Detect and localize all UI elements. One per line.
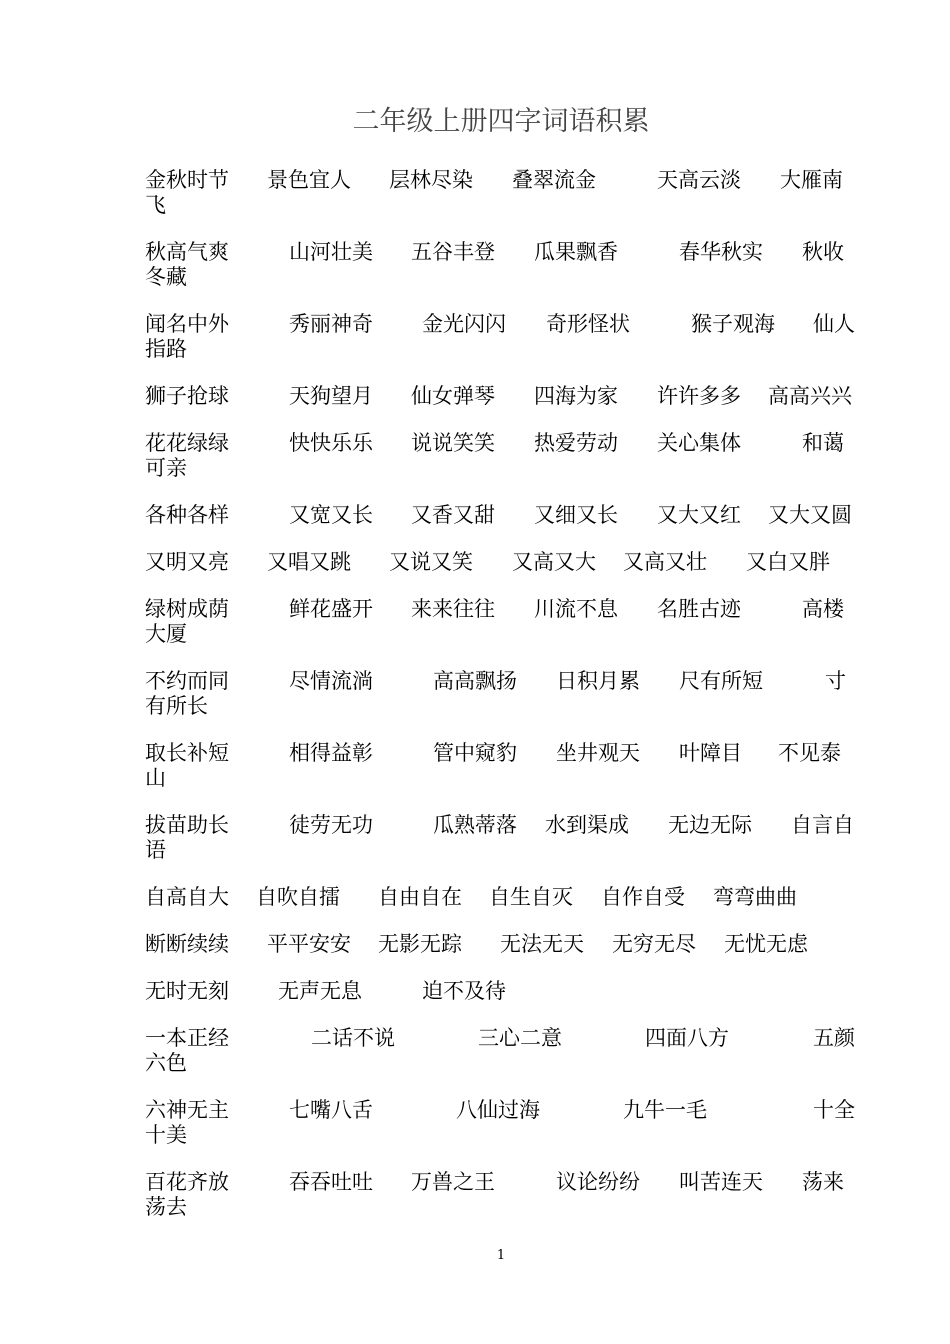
idiom-row xyxy=(145,813,860,885)
idiom-word: 金秋时节 xyxy=(145,168,229,192)
idiom-word: 高高兴兴 xyxy=(768,384,852,408)
idiom-word: 无影无踪 xyxy=(378,932,462,956)
idiom-word: 又唱又跳 xyxy=(267,550,351,574)
idiom-row xyxy=(145,1170,860,1242)
idiom-word: 拔苗助长 xyxy=(145,813,229,837)
idiom-row xyxy=(145,979,860,1026)
idiom-word: 无法无天 xyxy=(500,932,584,956)
idiom-word: 徒劳无功 xyxy=(289,813,373,837)
idiom-word: 不约而同 xyxy=(145,669,229,693)
idiom-word: 坐井观天 xyxy=(556,741,640,765)
idiom-word: 春华秋实 xyxy=(679,240,763,264)
idiom-word: 鲜花盛开 xyxy=(289,597,373,621)
idiom-word: 六神无主 xyxy=(145,1098,229,1122)
idiom-word: 一本正经 xyxy=(145,1026,229,1050)
idiom-word-continuation: 荡去 xyxy=(145,1195,187,1219)
idiom-word: 又香又甜 xyxy=(411,503,495,527)
idiom-word: 绿树成荫 xyxy=(145,597,229,621)
idiom-word: 五谷丰登 xyxy=(411,240,495,264)
idiom-word: 尽情流淌 xyxy=(289,669,373,693)
idiom-row xyxy=(145,431,860,503)
idiom-word: 自生自灭 xyxy=(489,885,573,909)
idiom-word: 八仙过海 xyxy=(456,1098,540,1122)
idiom-word: 猴子观海 xyxy=(691,312,775,336)
idiom-word-continuation: 六色 xyxy=(145,1051,187,1075)
idiom-row xyxy=(145,240,860,312)
idiom-word: 迫不及待 xyxy=(422,979,506,1003)
idiom-word: 无时无刻 xyxy=(145,979,229,1003)
idiom-word: 又高又壮 xyxy=(623,550,707,574)
idiom-word: 瓜果飘香 xyxy=(534,240,618,264)
idiom-word: 无忧无虑 xyxy=(724,932,808,956)
idiom-word: 吞吞吐吐 xyxy=(289,1170,373,1194)
idiom-word-continuation: 可亲 xyxy=(145,456,187,480)
idiom-word: 无穷无尽 xyxy=(612,932,696,956)
idiom-word: 山河壮美 xyxy=(289,240,373,264)
idiom-row xyxy=(145,503,860,550)
idiom-word: 高高飘扬 xyxy=(433,669,517,693)
idiom-word: 三心二意 xyxy=(478,1026,562,1050)
idiom-word: 说说笑笑 xyxy=(411,431,495,455)
idiom-word: 又大又圆 xyxy=(768,503,852,527)
idiom-word: 秀丽神奇 xyxy=(289,312,373,336)
idiom-word: 关心集体 xyxy=(657,431,741,455)
idiom-word: 百花齐放 xyxy=(145,1170,229,1194)
idiom-row xyxy=(145,669,860,741)
idiom-word: 又大又红 xyxy=(657,503,741,527)
idiom-word: 又白又胖 xyxy=(746,550,830,574)
idiom-word: 自作自受 xyxy=(601,885,685,909)
idiom-word: 二话不说 xyxy=(311,1026,395,1050)
idiom-word: 仙人 xyxy=(813,312,855,336)
idiom-word: 不见泰 xyxy=(778,741,841,765)
idiom-word: 无边无际 xyxy=(668,813,752,837)
idiom-word: 川流不息 xyxy=(534,597,618,621)
page-title: 二年级上册四字词语积累 xyxy=(352,106,650,137)
idiom-word: 又明又亮 xyxy=(145,550,229,574)
idiom-row xyxy=(145,932,860,979)
idiom-word: 万兽之王 xyxy=(411,1170,495,1194)
idiom-word: 又细又长 xyxy=(534,503,618,527)
idiom-word: 四海为家 xyxy=(534,384,618,408)
idiom-word: 日积月累 xyxy=(556,669,640,693)
idiom-word: 许许多多 xyxy=(657,384,741,408)
idiom-word: 秋收 xyxy=(802,240,844,264)
idiom-word: 叶障目 xyxy=(679,741,742,765)
page-number: 1 xyxy=(496,1248,506,1263)
idiom-word: 寸 xyxy=(825,669,846,693)
idiom-word: 高楼 xyxy=(802,597,844,621)
idiom-row xyxy=(145,741,860,813)
idiom-word-continuation: 冬藏 xyxy=(145,265,187,289)
idiom-word-continuation: 有所长 xyxy=(145,694,208,718)
idiom-word: 水到渠成 xyxy=(545,813,629,837)
idiom-word: 十全 xyxy=(813,1098,855,1122)
idiom-word: 七嘴八舌 xyxy=(289,1098,373,1122)
idiom-word: 又说又笑 xyxy=(389,550,473,574)
idiom-word: 和蔼 xyxy=(802,431,844,455)
idiom-word: 五颜 xyxy=(813,1026,855,1050)
idiom-word: 断断续续 xyxy=(145,932,229,956)
idiom-row xyxy=(145,1026,860,1098)
idiom-word: 景色宜人 xyxy=(267,168,351,192)
idiom-word: 秋高气爽 xyxy=(145,240,229,264)
idiom-word: 金光闪闪 xyxy=(422,312,506,336)
idiom-word-continuation: 山 xyxy=(145,766,166,790)
idiom-word-continuation: 语 xyxy=(145,838,166,862)
idiom-word: 天狗望月 xyxy=(289,384,373,408)
idiom-row xyxy=(145,885,860,932)
idiom-word: 来来往往 xyxy=(411,597,495,621)
idiom-word: 各种各样 xyxy=(145,503,229,527)
idiom-word: 狮子抢球 xyxy=(145,384,229,408)
idiom-word: 管中窥豹 xyxy=(433,741,517,765)
idiom-row xyxy=(145,168,860,240)
idiom-word: 无声无息 xyxy=(278,979,362,1003)
idiom-row xyxy=(145,597,860,669)
idiom-word: 闻名中外 xyxy=(145,312,229,336)
idiom-word: 自由自在 xyxy=(378,885,462,909)
idiom-word-continuation: 大厦 xyxy=(145,622,187,646)
idiom-word: 名胜古迹 xyxy=(657,597,741,621)
idiom-word-continuation: 指路 xyxy=(145,337,187,361)
idiom-list xyxy=(145,168,860,1242)
idiom-row xyxy=(145,1098,860,1170)
idiom-word: 荡来 xyxy=(802,1170,844,1194)
idiom-word: 奇形怪状 xyxy=(546,312,630,336)
idiom-word: 快快乐乐 xyxy=(289,431,373,455)
idiom-word: 平平安安 xyxy=(267,932,351,956)
idiom-word: 弯弯曲曲 xyxy=(713,885,797,909)
idiom-row xyxy=(145,312,860,384)
idiom-word-continuation: 飞 xyxy=(145,193,166,217)
idiom-word: 四面八方 xyxy=(645,1026,729,1050)
idiom-word: 自吹自擂 xyxy=(256,885,340,909)
idiom-word: 又宽又长 xyxy=(289,503,373,527)
idiom-word: 层林尽染 xyxy=(389,168,473,192)
idiom-row xyxy=(145,384,860,431)
idiom-word: 大雁南 xyxy=(780,168,843,192)
idiom-word: 相得益彰 xyxy=(289,741,373,765)
idiom-word: 天高云淡 xyxy=(657,168,741,192)
idiom-word: 又高又大 xyxy=(512,550,596,574)
idiom-word: 尺有所短 xyxy=(679,669,763,693)
idiom-row xyxy=(145,550,860,597)
idiom-word-continuation: 十美 xyxy=(145,1123,187,1147)
idiom-word: 瓜熟蒂落 xyxy=(433,813,517,837)
idiom-word: 九牛一毛 xyxy=(623,1098,707,1122)
idiom-word: 自言自 xyxy=(791,813,854,837)
idiom-word: 议论纷纷 xyxy=(556,1170,640,1194)
idiom-word: 仙女弹琴 xyxy=(411,384,495,408)
idiom-word: 取长补短 xyxy=(145,741,229,765)
idiom-word: 热爱劳动 xyxy=(534,431,618,455)
idiom-word: 自高自大 xyxy=(145,885,229,909)
idiom-word: 花花绿绿 xyxy=(145,431,229,455)
idiom-word: 叠翠流金 xyxy=(512,168,596,192)
idiom-word: 叫苦连天 xyxy=(679,1170,763,1194)
